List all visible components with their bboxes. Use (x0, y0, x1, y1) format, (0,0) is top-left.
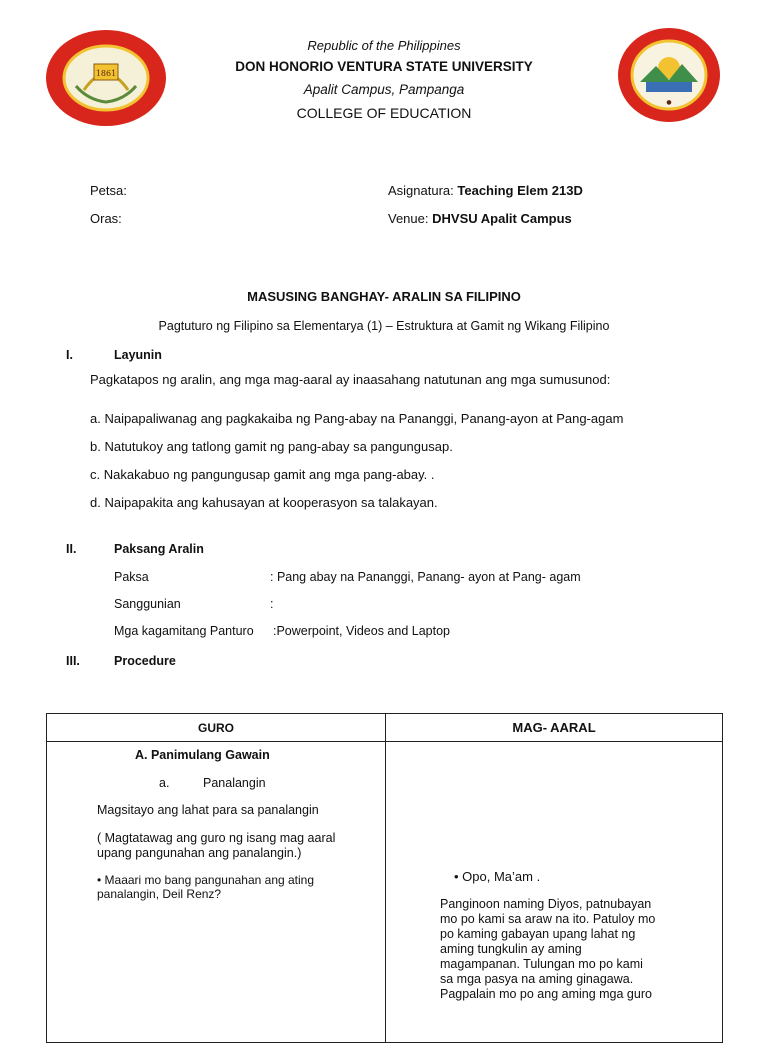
magaaral-cell (386, 742, 723, 1043)
layunin-heading: Layunin (114, 348, 162, 362)
layunin-item-a: a. Naipapaliwanag ang pagkakaiba ng Pang-abay na Pananggi, Panang-ayon at Pang-agam (90, 411, 624, 426)
kagamitan-value: :Powerpoint, Videos and Laptop (273, 624, 450, 638)
guro-line-2a: ( Magtatawag ang guro ng isang mag aaral (97, 831, 336, 845)
procedure-number: III. (66, 654, 80, 668)
paksa-label: Paksa (114, 570, 149, 584)
campus-line: Apalit Campus, Pampanga (303, 82, 465, 97)
prayer-line: mo po kami sa araw na ito. Patuloy mo (440, 912, 656, 926)
column-header-magaaral: MAG- AARAL (386, 714, 723, 742)
guro-line-3b: panalangin, Deil Renz? (97, 887, 222, 901)
panalangin-title: Panalangin (203, 776, 266, 790)
sanggunian-label: Sanggunian (114, 597, 181, 611)
sub-letter: a. (159, 776, 170, 790)
panimulang-gawain-heading: A. Panimulang Gawain (135, 748, 270, 762)
table-row (47, 742, 723, 1043)
asignatura-field (388, 183, 583, 198)
venue-value: DHVSU Apalit Campus (432, 211, 572, 226)
oras-label: Oras: (90, 211, 122, 226)
venue-label: Venue: (388, 211, 429, 226)
kagamitan-label: Mga kagamitang Panturo (114, 624, 254, 638)
svg-text:1861: 1861 (95, 69, 117, 78)
svg-text:●: ● (666, 99, 672, 106)
document-title: MASUSING BANGHAY- ARALIN SA FILIPINO (247, 289, 521, 304)
procedure-table (46, 713, 723, 1043)
college-name: COLLEGE OF EDUCATION (296, 105, 472, 121)
guro-line-3a: • Maaari mo bang pangunahan ang ating (97, 873, 315, 887)
guro-line-1: Magsitayo ang lahat para sa panalangin (97, 803, 319, 817)
paksang-number: II. (66, 542, 77, 556)
prayer-line: Pagpalain mo po ang aming mga guro (440, 987, 652, 1001)
layunin-item-d: d. Naipapakita ang kahusayan at kooperasyon sa talakayan. (90, 495, 438, 510)
republic-line: Republic of the Philippines (307, 38, 461, 53)
paksa-value: : Pang abay na Pananggi, Panang- ayon at Pang- agam (270, 570, 581, 584)
prayer-line: po kaming gabayan upang lahat ng (440, 927, 636, 941)
guro-line-2b: upang pangunahan ang panalangin.) (97, 846, 302, 860)
sanggunian-value: : (270, 597, 274, 611)
column-header-guro: GURO (47, 714, 386, 742)
student-reply: • Opo, Ma’am . (454, 869, 541, 884)
procedure-heading: Procedure (114, 654, 176, 668)
guro-cell (47, 742, 386, 1043)
asignatura-label: Asignatura: (388, 183, 454, 198)
venue-field (388, 211, 572, 226)
layunin-item-c: c. Nakakabuo ng pangungusap gamit ang mga pang-abay. . (90, 467, 435, 482)
prayer-line: sa mga pasya na aming ginagawa. (440, 972, 634, 986)
prayer-line: aming tungkulin ay aming (440, 942, 582, 956)
petsa-label: Petsa: (90, 183, 127, 198)
university-name: DON HONORIO VENTURA STATE UNIVERSITY (235, 59, 533, 74)
layunin-number: I. (66, 348, 73, 362)
layunin-intro: Pagkatapos ng aralin, ang mga mag-aaral ay inaasahang natutunan ang mga sumusunod: (90, 372, 611, 387)
paksang-heading: Paksang Aralin (114, 542, 204, 556)
asignatura-value: Teaching Elem 213D (457, 183, 583, 198)
prayer-line: Panginoon naming Diyos, patnubayan (440, 897, 652, 911)
layunin-item-b: b. Natutukoy ang tatlong gamit ng pang-abay sa pangungusap. (90, 439, 453, 454)
document-subtitle: Pagtuturo ng Filipino sa Elementarya (1) – Estruktura at Gamit ng Wikang Filipino (158, 319, 610, 333)
prayer-line: magampanan. Tulungan mo po kami (440, 957, 643, 971)
table-header-row (47, 714, 723, 742)
